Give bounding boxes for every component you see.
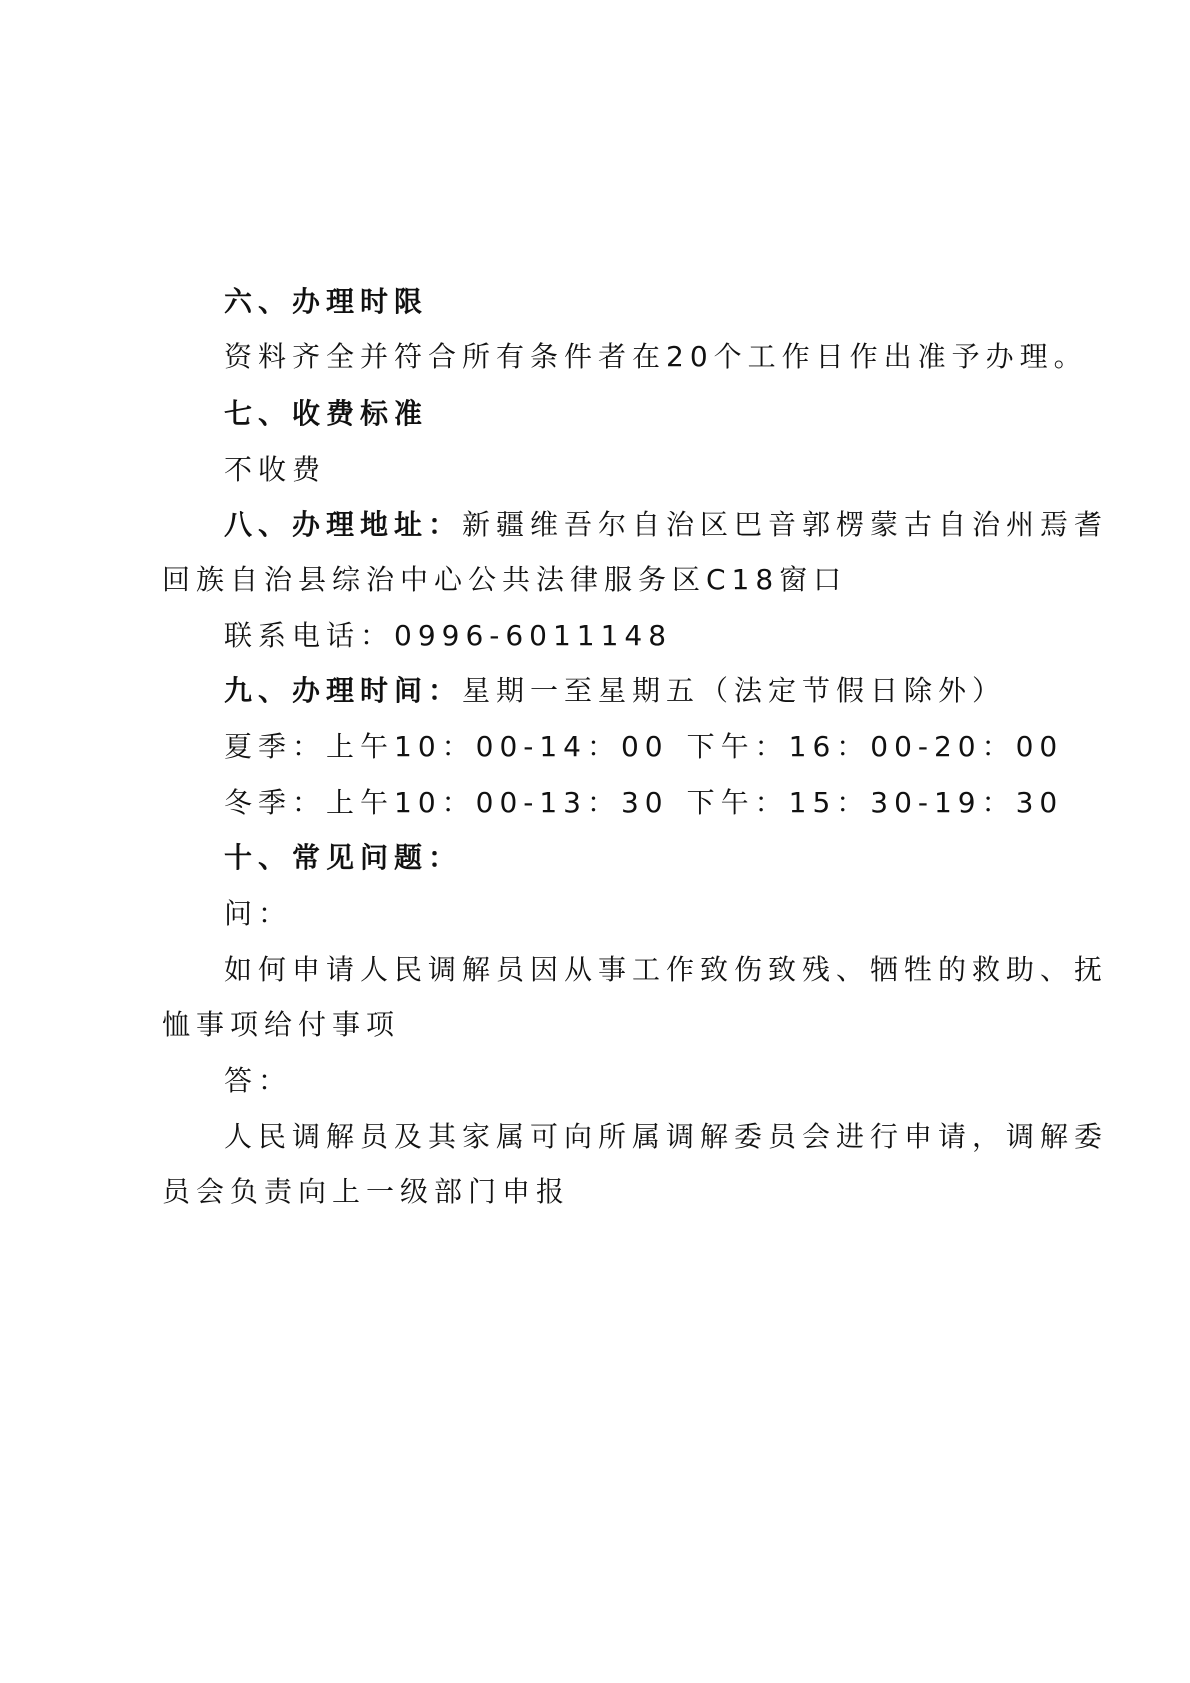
- answer-line-2: 员会负责向上一级部门申报: [162, 1175, 571, 1208]
- question-line-2: 恤事项给付事项: [162, 1008, 401, 1041]
- answer-line-1: 人民调解员及其家属可向所属调解委员会进行申请，调解委: [224, 1120, 1109, 1153]
- question-label: 问：: [224, 897, 293, 930]
- contact-phone: 联系电话：0996-6011148: [224, 619, 673, 652]
- winter-morning: 冬季：上午10：00-13：30: [224, 786, 669, 819]
- section-7-heading: 七、收费标准: [224, 397, 429, 430]
- office-hours-line: [224, 671, 1006, 711]
- section-6-heading: 六、办理时限: [224, 285, 429, 318]
- question-line-1: 如何申请人民调解员因从事工作致伤致残、牺牲的救助、抚: [224, 953, 1109, 986]
- section-9-heading: 九、办理时间：: [224, 674, 463, 707]
- summer-morning: 夏季：上午10：00-14：00: [224, 730, 669, 763]
- section-8-heading: 八、办理地址：: [224, 508, 463, 541]
- address-line-2: 回族自治县综治中心公共法律服务区C18窗口: [162, 563, 848, 596]
- winter-afternoon: 下午：15：30-19：30: [686, 786, 1064, 819]
- answer-label: 答：: [224, 1064, 293, 1097]
- winter-hours: [224, 783, 1063, 823]
- processing-time-text: 资料齐全并符合所有条件者在20个工作日作出准予办理。: [224, 340, 1088, 373]
- address-line-1: [224, 505, 1108, 545]
- address-text: 新疆维吾尔自治区巴音郭楞蒙古自治州焉耆: [462, 508, 1109, 541]
- section-10-heading: 十、常见问题：: [224, 841, 463, 874]
- summer-hours: [224, 727, 1063, 767]
- summer-afternoon: 下午：16：00-20：00: [686, 730, 1064, 763]
- office-days: 星期一至星期五（法定节假日除外）: [462, 674, 1007, 707]
- fee-text: 不收费: [224, 453, 327, 486]
